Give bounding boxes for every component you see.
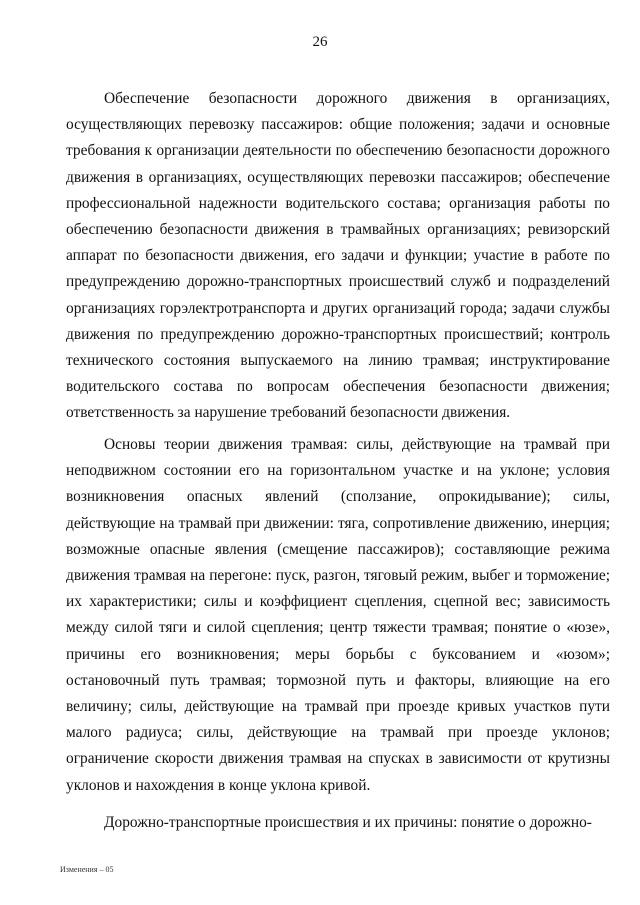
revision-footer: Изменения – 05: [60, 865, 114, 874]
paragraph-tram-motion-theory: Основы теории движения трамвая: силы, действующие на трамвай при неподвижном состоянии его на горизонтальном участке и на уклоне; условия возникновения опасных явлений (сползание, опрокидывание); силы, действующие на трамвай при движении: тяга, сопротивление движению, инерция; возможные опасные явления (смещение пассажиров); составляющие режима движения трамвая на перегоне: пуск, разгон, тяговый режим, выбег и торможение; их характеристики; силы и коэффициент сцепления, сцепной вес; зависимость между силой тяги и силой сцепления; центр тяжести трамвая; понятие о «юзе», причины его возникновения; меры борьбы с буксованием и «юзом»; остановочный путь трамвая; тормозной путь и факторы, влияющие на его величину; силы, действующие на трамвай при проезде кривых участков пути малого радиуса; силы, действующие на трамвай при проезде уклонов; ограничение скорости движения трамвая на спусках в зависимости от крутизны уклонов и нахождения в конце уклона кривой.: [66, 436, 610, 794]
paragraph-road-safety-organizations: Обеспечение безопасности дорожного движения в организациях, осуществляющих перевозку пассажиров: общие положения; задачи и основные требования к организации деятельности по обеспечению безопасности дорожного движения в организациях, осуществляющих перевозки пассажиров; обеспечение профессиональной надежности водительского состава; организация работы по обеспечению безопасности движения в трамвайных организациях; ревизорский аппарат по безопасности движения, его задачи и функции; участие в работе по предупреждению дорожно-транспортных происшествий служб и подразделений организациях горэлектротранспорта и других организаций города; задачи службы движения по предупреждению дорожно-транспортных происшествий; контроль технического состояния выпускаемого на линию трамвая; инструктирование водительского состава по вопросам обеспечения безопасности движения; ответственность за нарушение требований безопасности движения.: [66, 90, 610, 422]
paragraph-traffic-accidents: Дорожно-транспортные происшествия и их причины: понятие о дорожно-: [104, 814, 592, 831]
page-number: 26: [312, 34, 328, 50]
